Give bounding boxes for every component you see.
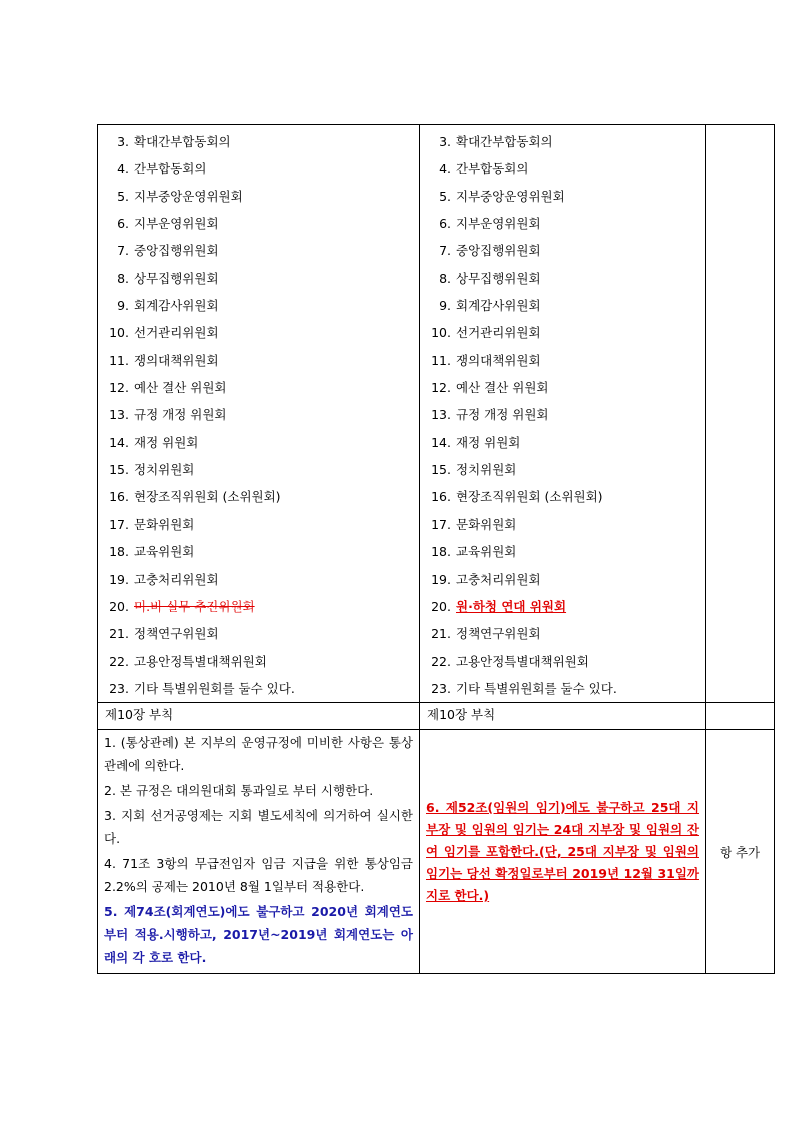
item-number: 12. [431, 380, 451, 396]
item-number: 21. [109, 626, 129, 642]
item-number: 5. [439, 188, 451, 204]
committee-item [420, 374, 705, 401]
item-text: 회계감사위원회 [134, 298, 219, 314]
committee-item [98, 210, 419, 237]
item-number: 18. [431, 544, 451, 560]
new-chapter-title: 제10장 부칙 [427, 707, 496, 723]
item-number: 6. [117, 216, 129, 232]
new-chapter-heading [420, 703, 706, 730]
item-number: 13. [431, 407, 451, 423]
rule-2: 2. 본 규정은 대의원대회 통과일로 부터 시행한다. [104, 783, 374, 799]
item-text: 중앙집행위원회 [134, 243, 219, 259]
item-number: 3. [117, 134, 129, 149]
item-text: 쟁의대책위원회 [134, 352, 219, 368]
item-number: 23. [431, 680, 451, 696]
item-text: 선거관리위원회 [456, 325, 541, 341]
committee-item [420, 155, 705, 182]
committee-item [98, 429, 419, 456]
item-number: 19. [109, 571, 129, 587]
committee-item [420, 429, 705, 456]
item-text: 문화위원회 [134, 516, 195, 532]
item-text: 확대간부합동회의 [134, 134, 231, 149]
rule-4: 4. 71조 3항의 무급전임자 임금 지급을 위한 통상임금 2.2%의 공제는 2010년 8월 1일부터 적용한다. [104, 856, 413, 895]
committee-item [420, 401, 705, 428]
item-text: 고용안정특별대책위원회 [456, 653, 589, 669]
item-text: 선거관리위원회 [134, 325, 219, 341]
item-text: 간부합동회의 [456, 161, 529, 177]
item-text: 교육위원회 [134, 544, 195, 560]
item-number: 22. [431, 653, 451, 669]
item-text: 정치위원회 [134, 462, 195, 478]
item-number: 17. [431, 516, 451, 532]
item-text: 정책연구위원회 [456, 626, 541, 642]
committee-item [420, 237, 705, 264]
rule-3: 3. 지회 선거공영제는 지회 별도세칙에 의거하여 실시한다. [104, 808, 413, 847]
committee-item [420, 265, 705, 292]
committee-item [420, 456, 705, 483]
item-number: 13. [109, 407, 129, 423]
item-text: 재정 위원회 [134, 434, 199, 450]
item-text: 문화위원회 [456, 516, 517, 532]
item-text: 지부중앙운영위원회 [134, 188, 243, 204]
committee-item [98, 593, 419, 620]
old-rules [98, 730, 419, 973]
item-number: 20. [431, 598, 451, 614]
committee-item [98, 265, 419, 292]
committee-item [98, 183, 419, 210]
item-text: 고충처리위원회 [134, 571, 219, 587]
committee-item [420, 292, 705, 319]
item-text: 정책연구위원회 [134, 626, 219, 642]
committee-item [98, 374, 419, 401]
committee-item [98, 648, 419, 675]
item-text: 재정 위원회 [456, 434, 521, 450]
item-number: 10. [431, 325, 451, 341]
item-number: 9. [117, 298, 129, 314]
committee-item [420, 210, 705, 237]
item-text: 지부중앙운영위원회 [456, 188, 565, 204]
item-number: 11. [109, 352, 129, 368]
committee-item [98, 483, 419, 510]
item-number: 22. [109, 653, 129, 669]
item-number: 9. [439, 298, 451, 314]
item-number: 18. [109, 544, 129, 560]
item-number: 6. [439, 216, 451, 232]
item-number: 4. [117, 161, 129, 177]
item-text: 상무집행위원회 [456, 270, 541, 286]
item-number: 21. [431, 626, 451, 642]
committee-item [420, 511, 705, 538]
old-committee-list [98, 125, 419, 702]
committee-item [98, 566, 419, 593]
committee-item [98, 511, 419, 538]
item-text: 예산 결산 위원회 [134, 380, 227, 396]
item-number: 3. [439, 134, 451, 149]
item-number: 4. [439, 161, 451, 177]
rule-5: 5. 제74조(회계연도)에도 불구하고 2020년 회계연도부터 적용.시행하고, 2017년~2019년 회계연도는 아래의 각 호로 한다. [104, 904, 413, 966]
item-number: 5. [117, 188, 129, 204]
old-chapter-title: 제10장 부칙 [105, 707, 174, 723]
item-text: 예산 결산 위원회 [456, 380, 549, 396]
committee-item [420, 675, 705, 702]
item-text: 현장조직위원회 (소위원회) [134, 489, 281, 505]
item-number: 15. [109, 462, 129, 478]
committee-item [98, 155, 419, 182]
item-number: 11. [431, 352, 451, 368]
rules-row [98, 730, 775, 974]
committee-item [98, 319, 419, 346]
item-text: 원·하청 연대 위원회 [456, 598, 567, 614]
committee-item [420, 593, 705, 620]
item-number: 19. [431, 571, 451, 587]
committee-item [98, 675, 419, 702]
committee-item [98, 456, 419, 483]
new-committee-cell [420, 125, 706, 703]
item-text: 교육위원회 [456, 544, 517, 560]
old-committee-cell [98, 125, 420, 703]
item-text: 정치위원회 [456, 462, 517, 478]
item-text: 중앙집행위원회 [456, 243, 541, 259]
item-text: 기타 특별위원회를 둘수 있다. [456, 680, 617, 696]
committee-item [420, 319, 705, 346]
item-number: 12. [109, 380, 129, 396]
item-text: 고충처리위원회 [456, 571, 541, 587]
item-text: 상무집행위원회 [134, 270, 219, 286]
item-text: 현장조직위원회 (소위원회) [456, 489, 603, 505]
committee-item [420, 128, 705, 155]
committee-item [420, 566, 705, 593]
committee-item [420, 483, 705, 510]
chapter-note-cell [706, 703, 775, 730]
committee-item [98, 128, 419, 155]
rule-1: 1. (통상관례) 본 지부의 운영규정에 미비한 사항은 통상관례에 의한다. [104, 735, 413, 774]
item-number: 20. [109, 598, 129, 614]
item-number: 8. [439, 270, 451, 286]
comparison-table [97, 124, 775, 974]
item-text: 기타 특별위원회를 둘수 있다. [134, 680, 295, 696]
item-number: 10. [109, 325, 129, 341]
item-text: 지부운영위원회 [456, 216, 541, 232]
item-number: 8. [117, 270, 129, 286]
committee-item [420, 648, 705, 675]
item-number: 7. [117, 243, 129, 259]
old-chapter-heading [98, 703, 420, 730]
item-number: 7. [439, 243, 451, 259]
committee-row [98, 125, 775, 703]
item-text: 지부운영위원회 [134, 216, 219, 232]
old-rules-cell [98, 730, 420, 974]
committee-item [98, 401, 419, 428]
item-text: 미.비 실무 추진위원회 [134, 598, 255, 614]
item-text: 규정 개정 위원회 [456, 407, 549, 423]
item-text: 회계감사위원회 [456, 298, 541, 314]
item-number: 16. [109, 489, 129, 505]
item-number: 14. [109, 434, 129, 450]
committee-item [420, 347, 705, 374]
rules-note-cell [706, 730, 775, 974]
item-text: 고용안정특별대책위원회 [134, 653, 267, 669]
item-text: 규정 개정 위원회 [134, 407, 227, 423]
item-text: 간부합동회의 [134, 161, 207, 177]
new-committee-list [420, 125, 705, 702]
item-number: 14. [431, 434, 451, 450]
committee-item [420, 183, 705, 210]
committee-item [98, 620, 419, 647]
item-number: 17. [109, 516, 129, 532]
item-number: 15. [431, 462, 451, 478]
item-number: 16. [431, 489, 451, 505]
committee-item [420, 538, 705, 565]
committee-item [98, 538, 419, 565]
item-number: 23. [109, 680, 129, 696]
chapter-row [98, 703, 775, 730]
committee-item [420, 620, 705, 647]
new-rule-6: 6. 제52조(임원의 임기)에도 불구하고 25대 지부장 및 임원의 임기는 24대 지부장 및 임원의 잔여 임기를 포함한다.(단, 25대 지부장 및 임원의 임기는 당선 확정일로부터 2019년 12월 31일까지로 한다.) [426, 799, 699, 903]
committee-item [98, 347, 419, 374]
committee-item [98, 292, 419, 319]
item-text: 쟁의대책위원회 [456, 352, 541, 368]
committee-note-cell [706, 125, 775, 703]
committee-item [98, 237, 419, 264]
new-rules-cell [420, 730, 706, 974]
change-note: 항 추가 [719, 844, 761, 860]
item-text: 확대간부합동회의 [456, 134, 553, 149]
